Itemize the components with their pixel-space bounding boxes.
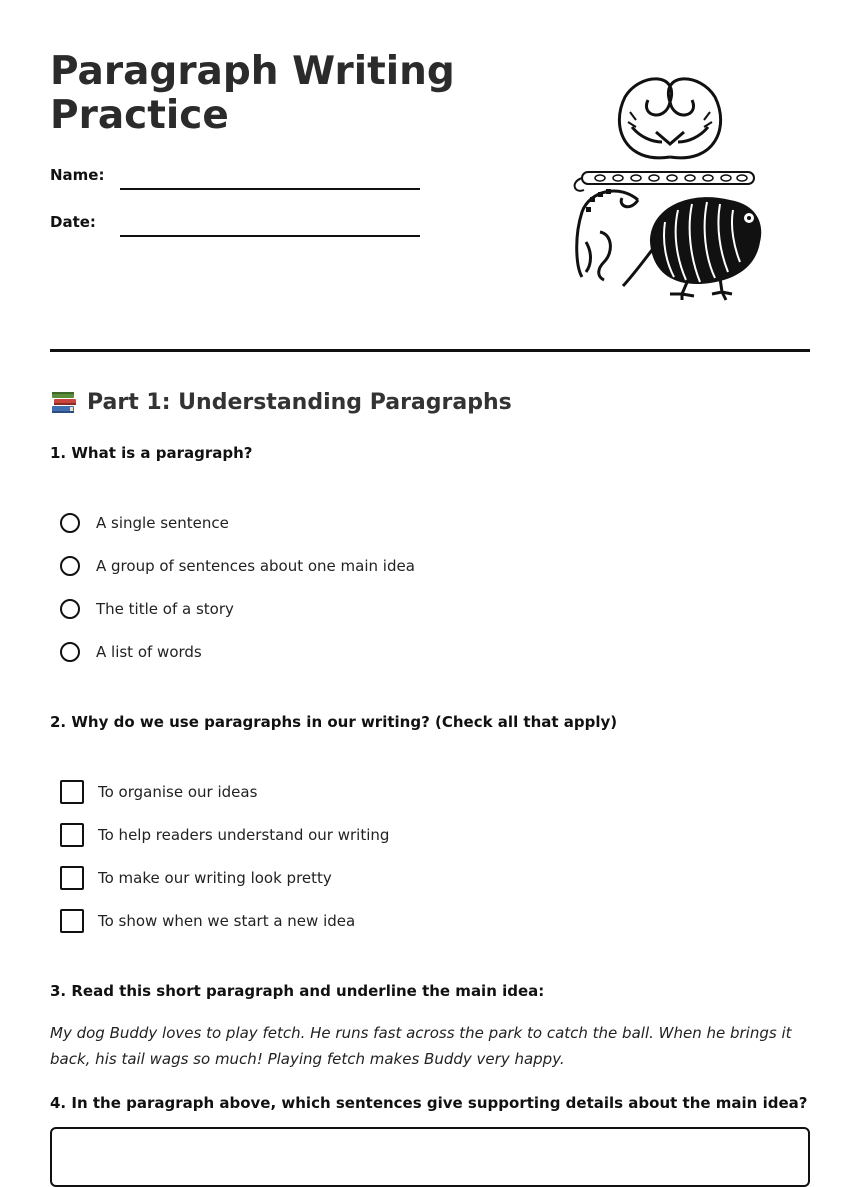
q1-option-4[interactable] <box>60 639 202 665</box>
option-label: A list of words <box>96 643 202 661</box>
date-field[interactable] <box>50 213 420 243</box>
checkbox[interactable] <box>60 909 84 933</box>
question-1: 1. What is a paragraph? <box>50 444 253 462</box>
q1-option-1[interactable] <box>60 510 229 536</box>
checkbox[interactable] <box>60 823 84 847</box>
q4-answer-box[interactable] <box>50 1127 810 1187</box>
option-label: A group of sentences about one main idea <box>96 557 415 575</box>
checkbox[interactable] <box>60 780 84 804</box>
q2-option-4[interactable] <box>60 908 355 934</box>
checkbox[interactable] <box>60 866 84 890</box>
header-divider <box>50 349 810 352</box>
kiwi-bird-koru-illustration <box>570 72 770 302</box>
date-line[interactable] <box>120 235 420 237</box>
worksheet-page <box>50 0 810 1112</box>
question-2: 2. Why do we use paragraphs in our writing? (Check all that apply) <box>50 713 618 731</box>
radio-button[interactable] <box>60 642 80 662</box>
part1-title: Part 1: Understanding Paragraphs <box>87 390 512 415</box>
q1-option-2[interactable] <box>60 553 415 579</box>
page-title: Paragraph Writing Practice <box>50 49 455 138</box>
option-label: The title of a story <box>96 600 234 618</box>
radio-button[interactable] <box>60 599 80 619</box>
option-label: To show when we start a new idea <box>98 912 356 930</box>
q2-option-2[interactable] <box>60 822 389 848</box>
worksheet-header <box>50 0 810 352</box>
q2-option-1[interactable] <box>60 779 257 805</box>
option-label: A single sentence <box>96 514 229 532</box>
radio-button[interactable] <box>60 556 80 576</box>
name-line[interactable] <box>120 188 420 190</box>
question-4: 4. In the paragraph above, which sentences give supporting details about the main idea? <box>50 1094 808 1112</box>
q1-option-3[interactable] <box>60 596 234 622</box>
date-label: Date: <box>50 213 96 231</box>
question-3: 3. Read this short paragraph and underline the main idea: <box>50 982 545 1000</box>
q2-option-3[interactable] <box>60 865 332 891</box>
name-field[interactable] <box>50 166 420 196</box>
reading-passage: My dog Buddy loves to play fetch. He runs fast across the park to catch the ball. When he brings it back, his tail wags so much! Playing fetch makes Buddy very happy. <box>50 1024 792 1068</box>
radio-button[interactable] <box>60 513 80 533</box>
option-label: To organise our ideas <box>98 783 258 801</box>
part1-heading <box>50 386 512 420</box>
books-icon <box>50 389 78 417</box>
option-label: To help readers understand our writing <box>98 826 390 844</box>
name-label: Name: <box>50 166 105 184</box>
option-label: To make our writing look pretty <box>98 869 332 887</box>
